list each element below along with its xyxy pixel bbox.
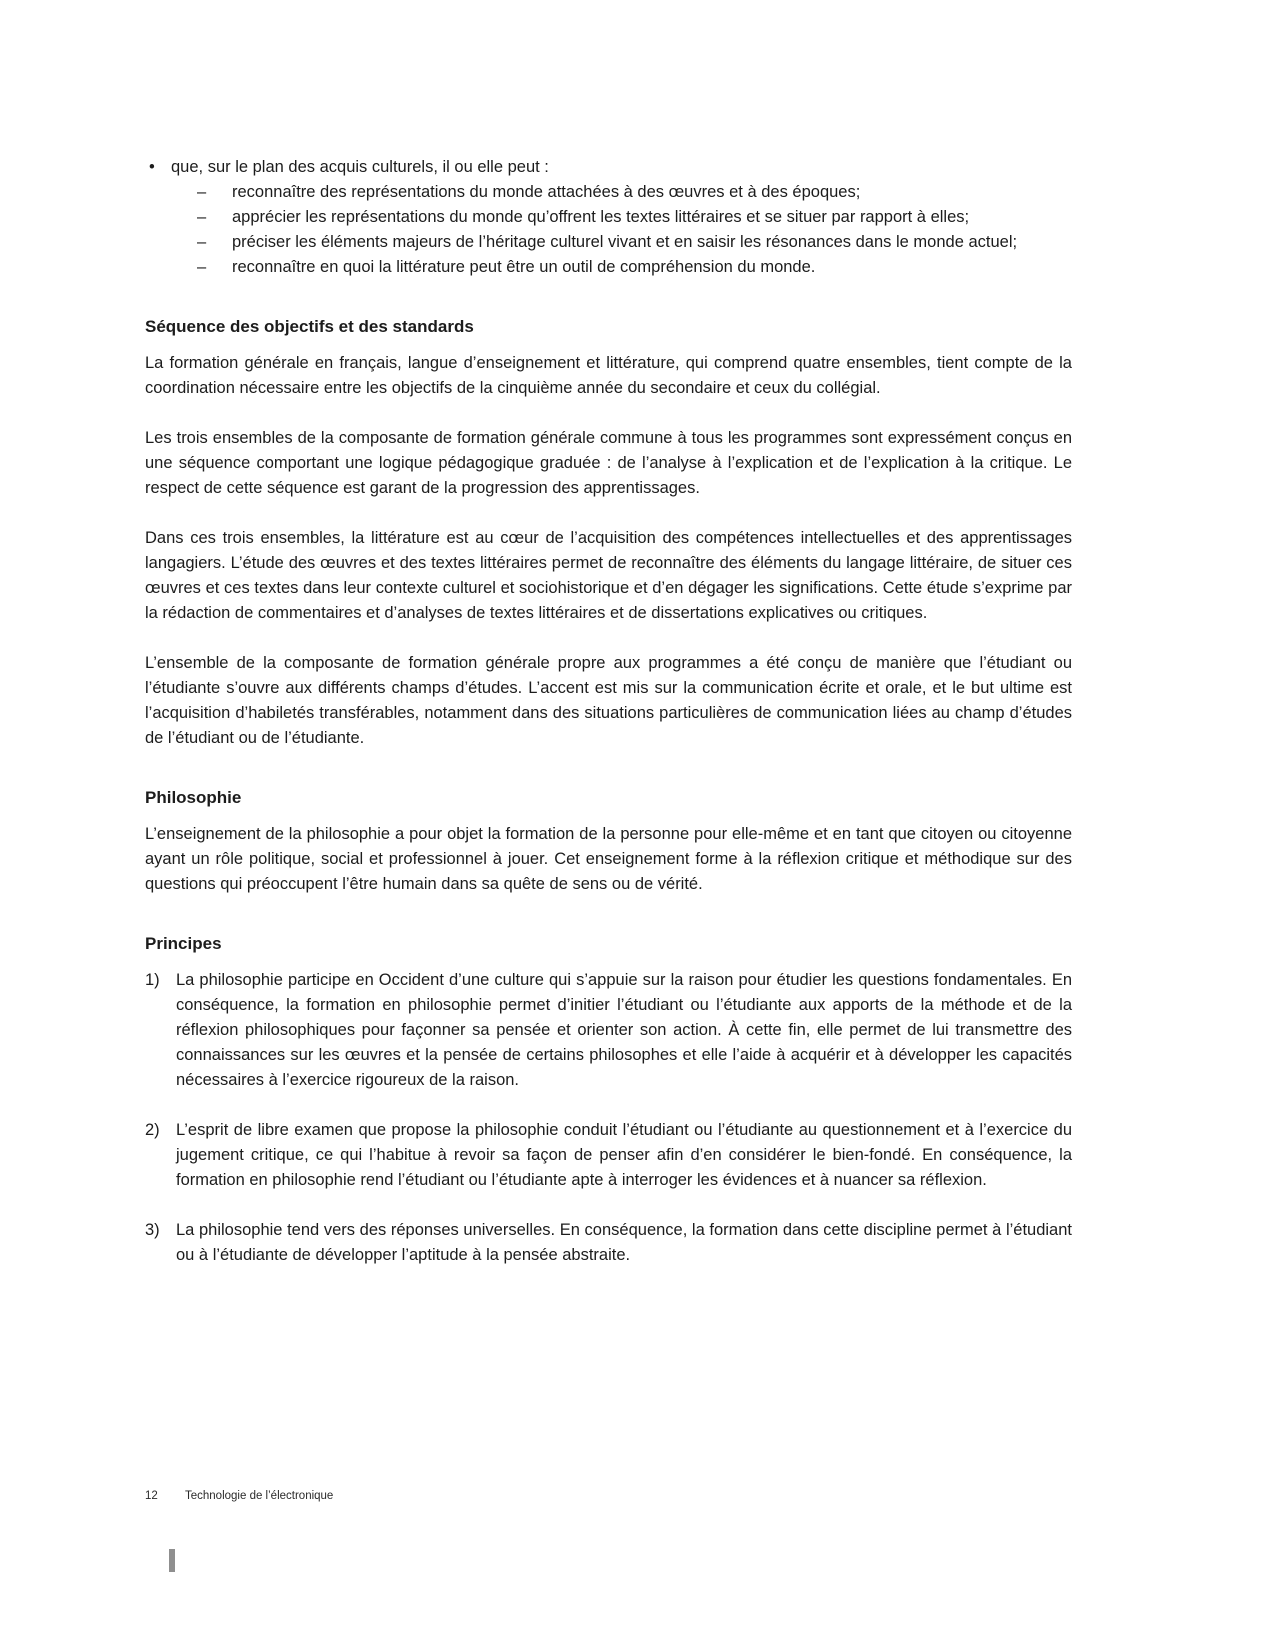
numbered-item-text: L’esprit de libre examen que propose la philosophie conduit l’étudiant ou l’étudiante au questionnement et à l’exercice du jugement critique, ce qui l’habitue à revoir sa façon de penser afin d’en considérer le bien-fondé. En conséquence, la formation en philosophie rend l’étudiant ou l’étudiante apte à interroger les évidences et à nuancer sa réflexion. <box>176 1121 1072 1189</box>
dash-item <box>197 180 1072 205</box>
dash-item-text: reconnaître des représentations du monde attachées à des œuvres et à des époques; <box>232 183 861 201</box>
paragraph: La formation générale en français, langue d’enseignement et littérature, qui comprend quatre ensembles, tient compte de la coordination nécessaire entre les objectifs de la cinquième année du secondaire et ceux du collégial. <box>145 354 1072 397</box>
numbered-item-marker: 1) <box>145 971 160 989</box>
bullet-item <box>145 155 1072 180</box>
dash-item-text: préciser les éléments majeurs de l’héritage culturel vivant et en saisir les résonances dans le monde actuel; <box>232 233 1018 251</box>
paragraph: L’enseignement de la philosophie a pour objet la formation de la personne pour elle-même et en tant que citoyen ou citoyenne ayant un rôle politique, social et professionnel à jouer. Cet enseignement forme à la réflexion critique et méthodique sur des questions qui préoccupent l’être humain dans sa quête de sens ou de vérité. <box>145 825 1072 893</box>
dash-item-text: apprécier les représentations du monde qu’offrent les textes littéraires et se situer par rapport à elles; <box>232 208 970 226</box>
numbered-item <box>145 1218 1072 1268</box>
paragraph: L’ensemble de la composante de formation générale propre aux programmes a été conçu de manière que l’étudiant ou l’étudiante s’ouvre aux différents champs d’études. L’accent est mis sur la communication écrite et orale, et le but ultime est l’acquisition d’habiletés transférables, notamment dans des situations particulières de communication liées au champ d’études de l’étudiant ou de l’étudiante. <box>145 654 1072 747</box>
dash-icon: – <box>197 233 207 251</box>
dash-item-text: reconnaître en quoi la littérature peut être un outil de compréhension du monde. <box>232 258 816 276</box>
bullet-intro-text: que, sur le plan des acquis culturels, il ou elle peut : <box>171 158 549 176</box>
dash-item <box>197 230 1072 255</box>
dash-icon: – <box>197 183 207 201</box>
page-content <box>145 155 1072 1293</box>
numbered-item-text: La philosophie participe en Occident d’une culture qui s’appuie sur la raison pour étudier les questions fondamentales. En conséquence, la formation en philosophie permet d’initier l’étudiant ou l’étudiante aux apports de la méthode et de la réflexion philosophiques pour façonner sa pensée et orienter son action. À cette fin, elle permet de lui transmettre des connaissances sur les œuvres et la pensée de certains philosophes et elle l’aide à acquérir et à développer les capacités nécessaires à l’exercice rigoureux de la raison. <box>176 971 1072 1089</box>
dash-icon: – <box>197 258 207 276</box>
paragraph: Dans ces trois ensembles, la littérature est au cœur de l’acquisition des compétences intellectuelles et des apprentissages langagiers. L’étude des œuvres et des textes littéraires permet de reconnaître des éléments du langage littéraire, de situer ces œuvres et ces textes dans leur contexte culturel et sociohistorique et d’en dégager les significations. Cette étude s’exprime par la rédaction de commentaires et d’analyses de textes littéraires et de dissertations explicatives ou critiques. <box>145 529 1072 622</box>
dash-item <box>197 205 1072 230</box>
dash-item <box>197 255 1072 280</box>
numbered-item-marker: 3) <box>145 1221 160 1239</box>
numbered-item <box>145 1118 1072 1193</box>
page-edge-mark <box>169 1549 175 1572</box>
bullet-list <box>145 155 1072 280</box>
section-heading-sequence: Séquence des objectifs et des standards <box>145 317 474 336</box>
dash-icon: – <box>197 208 207 226</box>
page-number: 12 <box>145 1490 158 1502</box>
numbered-item-text: La philosophie tend vers des réponses universelles. En conséquence, la formation dans cette discipline permet à l’étudiant ou à l’étudiante de développer l’aptitude à la pensée abstraite. <box>176 1221 1072 1264</box>
paragraph: Les trois ensembles de la composante de formation générale commune à tous les programmes sont expressément conçus en une séquence comportant une logique pédagogique graduée : de l’analyse à l’explication et de l’explication à la critique. Le respect de cette séquence est garant de la progression des apprentissages. <box>145 429 1072 497</box>
section-heading-philosophie: Philosophie <box>145 788 242 807</box>
numbered-item-marker: 2) <box>145 1121 160 1139</box>
page-footer <box>145 1489 333 1503</box>
bullet-icon: • <box>149 158 155 176</box>
section-heading-principes: Principes <box>145 934 222 953</box>
numbered-item <box>145 968 1072 1093</box>
footer-title: Technologie de l’électronique <box>185 1490 334 1502</box>
